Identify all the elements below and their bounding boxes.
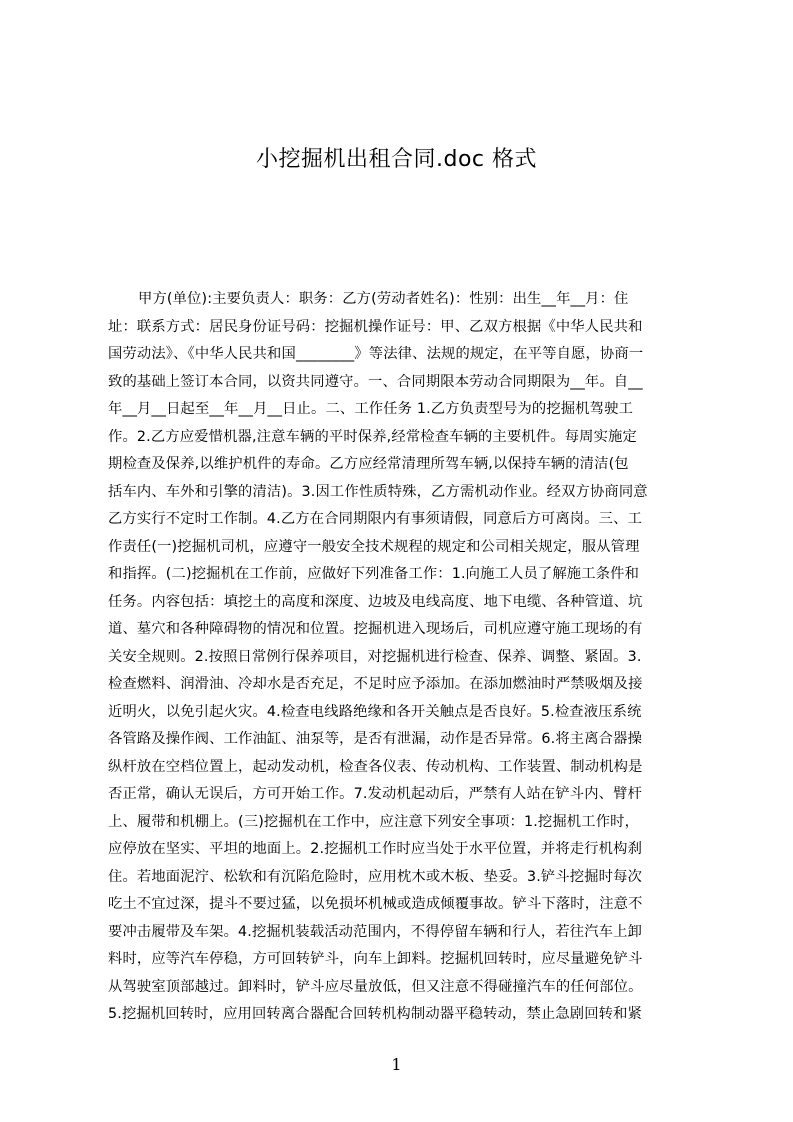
body-line: 检查燃料、润滑油、冷却水是否充足，不足时应予添加。在添加燃油时严禁吸烟及接 xyxy=(108,676,643,692)
body-line: 从驾驶室顶部越过。卸料时，铲斗应尽量放低，但又注意不得碰撞汽车的任何部位。 xyxy=(108,978,643,995)
body-line: 括车内、车外和引擎的清洁)。3.因工作性质特殊，乙方需机动作业。经双方协商同意 xyxy=(108,483,648,500)
body-line: 关安全规则。2.按照日常例行保养项目，对挖掘机进行检查、保养、调整、紧固。3. xyxy=(108,648,642,665)
body-line: 要冲击履带及车架。4.挖掘机装载活动范围内，不得停留车辆和行人，若往汽车上卸 xyxy=(108,923,643,940)
body-line: 和指挥。(二)挖掘机在工作前，应做好下列准备工作：1.向施工人员了解施工条件和 xyxy=(108,566,640,582)
body-line: 近明火，以免引起火灾。4.检查电线路绝缘和各开关触点是否良好。5.检查液压系统 xyxy=(108,703,642,720)
body-line: 作责任(一)挖掘机司机，应遵守一般安全技术规程的规定和公司相关规定，服从管理 xyxy=(108,538,640,555)
body-line: 致的基础上签订本合同，以资共同遵守。一、合同期限本劳动合同期限为__年。自__ xyxy=(108,373,643,390)
body-line: 纵杆放在空档位置上，起动发动机，检查各仪表、传动机构、工作装置、制动机构是 xyxy=(108,758,643,775)
body-line: 各管路及操作阀、工作油缸、油泵等，是否有泄漏，动作是否异常。6.将主离合器操 xyxy=(108,731,643,747)
body-line: 年__月__日起至__年__月__日止。二、工作任务 1.乙方负责型号为的挖掘机驾驶工 xyxy=(108,401,634,417)
body-line: 吃土不宜过深，提斗不要过猛，以免损坏机械或造成倾覆事故。铲斗下落时，注意不 xyxy=(108,896,643,912)
body-line: 任务。内容包括：填挖土的高度和深度、边坡及电线高度、地下电缆、各种管道、坑 xyxy=(108,593,643,610)
body-line: 国劳动法》、《中华人民共和国________》等法律、法规的规定，在平等自愿，协商一 xyxy=(108,346,644,362)
body-line: 期检查及保养,以维护机件的寿命。乙方应经常清理所驾车辆,以保持车辆的清洁(包 xyxy=(108,456,629,472)
body-line: 道、墓穴和各种障碍物的情况和位置。挖掘机进入现场后，司机应遵守施工现场的有 xyxy=(108,621,643,637)
body-line: 乙方实行不定时工作制。4.乙方在合同期限内有事须请假，同意后方可离岗。三、工 xyxy=(108,511,643,527)
body-line: 甲方(单位):主要负责人：职务：乙方(劳动者姓名)：性别：出生__年__月：住 xyxy=(138,291,629,307)
body-line: 否正常，确认无误后，方可开始工作。7.发动机起动后，严禁有人站在铲斗内、臂杆 xyxy=(108,786,643,802)
document-title: 小挖掘机出租合同.doc 格式 xyxy=(255,147,537,172)
body-line: 5.挖掘机回转时，应用回转离合器配合回转机构制动器平稳转动，禁止急剧回转和紧 xyxy=(108,1006,643,1022)
document-body xyxy=(108,286,698,1029)
page-number: 1 xyxy=(391,1055,402,1074)
body-line: 料时，应等汽车停稳，方可回转铲斗，向车上卸料。挖掘机回转时，应尽量避免铲斗 xyxy=(108,951,643,967)
body-line: 住。若地面泥泞、松软和有沉陷危险时，应用枕木或木板、垫妥。3.铲斗挖掘时每次 xyxy=(108,868,643,885)
body-line: 址：联系方式：居民身份证号码：挖掘机操作证号：甲、乙双方根据《中华人民共和 xyxy=(108,318,643,335)
body-line: 作。2.乙方应爱惜机器,注意车辆的平时保养,经常检查车辆的主要机件。每周实施定 xyxy=(108,428,637,445)
body-line: 上、履带和机棚上。(三)挖掘机在工作中，应注意下列安全事项：1.挖掘机工作时， xyxy=(108,813,640,830)
body-line: 应停放在坚实、平坦的地面上。2.挖掘机工作时应当处于水平位置，并将走行机构刹 xyxy=(108,841,643,857)
